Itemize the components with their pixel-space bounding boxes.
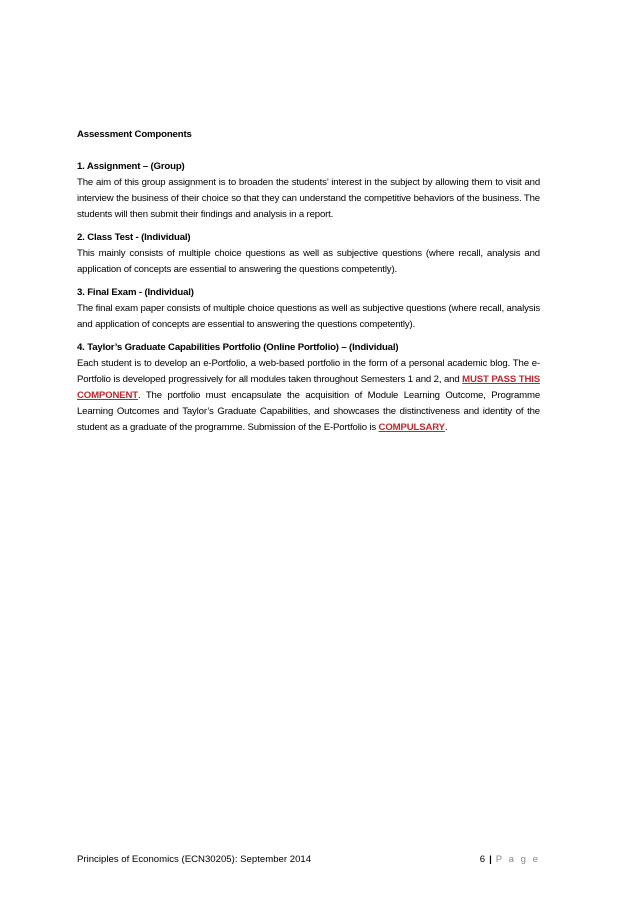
page-number: 6 <box>479 854 486 865</box>
assignment-title: 1. Assignment – (Group) <box>77 161 185 172</box>
section-heading: Assessment Components <box>77 129 192 140</box>
assessment-final-exam <box>77 285 540 333</box>
portfolio-body-text-3: . <box>444 422 448 433</box>
compulsary-emphasis: COMPULSARY <box>378 422 445 433</box>
portfolio-body-text-2: . The portfolio must encapsulate the acquisition of Module Learning Outcome, Programme Learning Outcomes and Taylor’s Graduate Capabilities, and showcases the distinctiveness and identity of the student as a graduate of the programme. Submission of the E-Portfolio is <box>77 390 540 433</box>
assessment-assignment <box>77 159 540 223</box>
page-footer <box>77 853 540 867</box>
page-content <box>77 127 540 443</box>
page-label: P a g e <box>495 854 540 865</box>
assessment-portfolio <box>77 340 540 436</box>
final-exam-body: The final exam paper consists of multiple choice questions as well as subjective questions (where recall, analysis and application of concepts are essential to answering the questions competently). <box>77 303 540 330</box>
portfolio-title: 4. Taylor’s Graduate Capabilities Portfolio (Online Portfolio) – (Individual) <box>77 342 399 353</box>
assignment-body: The aim of this group assignment is to broaden the students’ interest in the subject by allowing them to visit and interview the business of their choice so that they can understand the competitive behaviors of the business. The students will then submit their findings and analysis in a report. <box>77 177 540 220</box>
portfolio-body <box>77 356 540 436</box>
final-exam-title: 3. Final Exam - (Individual) <box>77 287 194 298</box>
portfolio-body-text-1: Each student is to develop an e-Portfolio, a web-based portfolio in the form of a personal academic blog. The e-Portfolio is developed progressively for all modules taken throughout Semesters 1 and 2, and <box>77 358 540 385</box>
class-test-title: 2. Class Test - (Individual) <box>77 232 191 243</box>
assessment-class-test <box>77 230 540 278</box>
class-test-body: This mainly consists of multiple choice questions as well as subjective questions (where recall, analysis and application of concepts are essential to answering the questions competently). <box>77 248 540 275</box>
page-separator: | <box>489 854 492 865</box>
page-number-block <box>480 853 540 867</box>
must-pass-emphasis: MUST PASS THIS COMPONENT <box>77 374 540 401</box>
footer-course-info: Principles of Economics (ECN30205): September 2014 <box>77 854 312 865</box>
